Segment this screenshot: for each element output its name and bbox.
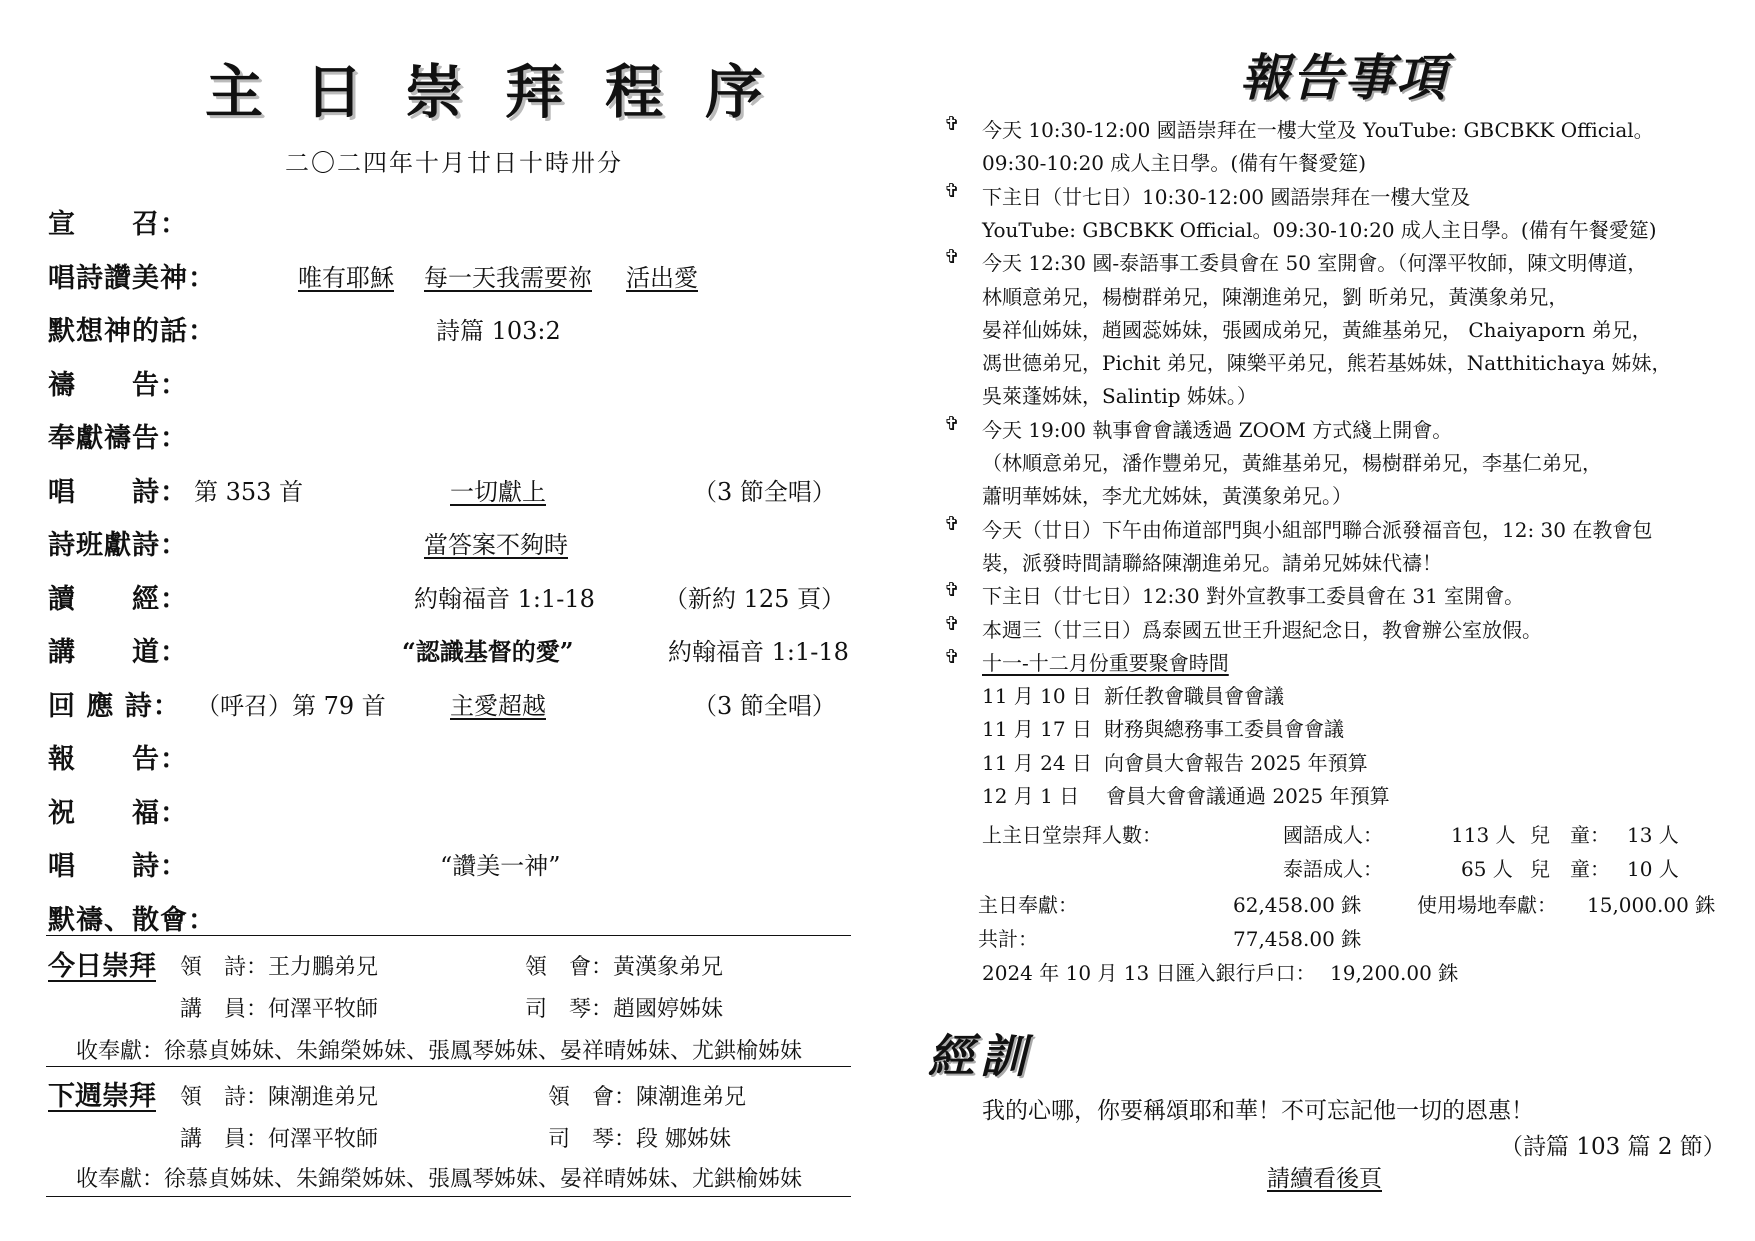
venue-offering-label: 使用場地奉獻：	[1417, 893, 1557, 917]
today-speaker: 講 員：何澤平牧師	[180, 997, 379, 1022]
program-item-main: “認識基督的愛”	[402, 637, 574, 666]
attendance-label: 上主日堂崇拜人數：	[982, 823, 1162, 847]
today-leader: 領 詩：王力鵬弟兄	[180, 955, 379, 980]
verse-text: 我的心哪，你要稱頌耶和華！不可忘記他一切的恩惠！	[982, 1098, 1534, 1124]
program-item-main: 詩篇 103:2	[436, 317, 561, 345]
program-item-note: （3 節全唱）	[693, 691, 836, 720]
next-pianist: 司 琴：段 娜姊妹	[548, 1127, 731, 1152]
program-item-label: 祝 福：	[48, 797, 188, 829]
program-item-main: 約翰福音 1:1-18	[414, 584, 595, 613]
program-item-main: 當答案不夠時	[424, 531, 568, 559]
next-worship-label: 下週崇拜	[48, 1081, 156, 1112]
announcement-line: 林順意弟兄，楊樹群弟兄，陳潮進弟兄，劉 昕弟兄，黃漢象弟兄，	[982, 284, 1569, 309]
announcement-line: 今天（廿日）下午由佈道部門與小組部門聯合派發福音包，12: 30 在教會包	[982, 517, 1653, 542]
divider	[46, 935, 851, 936]
venue-offering-value: 15,000.00 銖	[1587, 893, 1716, 917]
hymn-title: 活出愛	[626, 263, 698, 292]
program-item-detail: （呼召）第 79 首	[196, 691, 386, 720]
hymn-title: 每一天我需要祢	[424, 263, 592, 292]
hymn-title: 唯有耶穌	[298, 263, 394, 292]
cross-icon: ✞	[944, 645, 960, 668]
program-item-main: “讚美一神”	[440, 852, 561, 880]
program-item-label: 默想神的話：	[48, 316, 216, 347]
program-item-label: 奉獻禱告：	[48, 423, 188, 454]
today-worship-label: 今日崇拜	[48, 951, 156, 982]
meeting-description: 會員大會會議通過 2025 年預算	[1106, 784, 1390, 808]
meeting-date: 12 月 1 日	[982, 784, 1080, 808]
bank-note: 2024 年 10 月 13 日匯入銀行戶口：	[982, 961, 1316, 985]
meeting-description: 財務與總務事工委員會會議	[1104, 717, 1344, 742]
program-title: 主日崇拜程序	[205, 58, 806, 126]
offering-value: 62,458.00 銖	[1233, 893, 1362, 917]
announcements-title: 報告事項	[1240, 48, 1448, 107]
cross-icon: ✞	[944, 179, 960, 202]
offering-label: 主日奉獻：	[978, 893, 1078, 917]
announcement-line: 今天 12:30 國-泰語事工委員會在 50 室開會。（何澤平牧師，陳文明傳道，	[982, 251, 1648, 276]
cross-icon: ✞	[944, 512, 960, 535]
cross-icon: ✞	[944, 412, 960, 435]
total-value: 77,458.00 銖	[1233, 927, 1362, 951]
program-item-label: 唱 詩：	[48, 476, 188, 508]
announcement-line: 裝，派發時間請聯絡陳潮進弟兄。請弟兄姊妹代禱！	[982, 550, 1442, 575]
announcement-line: 吳萊蓬姊妹，Salintip 姊妹。）	[982, 384, 1257, 409]
mandarin-adult-label: 國語成人：	[1283, 823, 1383, 847]
program-item-label: 讀 經：	[48, 583, 188, 615]
thai-adult-label: 泰語成人：	[1283, 857, 1383, 881]
meeting-description: 向會員大會報告 2025 年預算	[1104, 750, 1368, 775]
child-count: 13 人	[1627, 823, 1679, 847]
announcement-line: 馮世德弟兄，Pichit 弟兄，陳樂平弟兄，熊若基姊妹，Natthitichaya 姊妹，	[982, 351, 1672, 376]
program-item-label: 唱詩讚美神：	[48, 262, 216, 294]
program-item-label: 講 道：	[48, 637, 188, 668]
bank-value: 19,200.00 銖	[1330, 961, 1459, 985]
meetings-title: 十一-十二月份重要聚會時間	[982, 650, 1229, 675]
program-item-main: 主愛超越	[450, 691, 546, 720]
meeting-date: 11 月 17 日	[982, 717, 1092, 742]
divider	[46, 1066, 851, 1067]
announcement-line: 今天 19:00 執事會會議透過 ZOOM 方式綫上開會。	[982, 417, 1453, 442]
today-pianist: 司 琴：趙國婷姊妹	[525, 997, 724, 1022]
program-item-label: 報 告：	[48, 744, 188, 775]
today-presider: 領 會：黃漢象弟兄	[525, 955, 724, 980]
meeting-date: 11 月 24 日	[982, 750, 1092, 775]
continue-note: 請續看後頁	[1267, 1166, 1382, 1192]
announcement-line: 本週三（廿三日）爲泰國五世王升遐紀念日，教會辦公室放假。	[982, 617, 1542, 642]
program-item-label: 詩班獻詩：	[48, 530, 188, 561]
child-count: 10 人	[1627, 857, 1679, 881]
announcement-line: 蕭明華姊妹，李尤尤姊妹，黃漢象弟兄。）	[982, 484, 1352, 509]
next-speaker: 講 員：何澤平牧師	[180, 1127, 379, 1152]
cross-icon: ✞	[944, 113, 960, 135]
child-label: 兒 童：	[1530, 823, 1610, 847]
program-item-note: （3 節全唱）	[693, 477, 836, 506]
program-item-label: 宣 召：	[48, 209, 188, 240]
program-item-detail: 第 353 首	[194, 477, 304, 506]
program-item-note: 約翰福音 1:1-18	[668, 638, 849, 666]
program-item-label: 唱 詩：	[48, 851, 188, 882]
next-offering: 收奉獻：徐慕貞姊妹、朱錦榮姊妹、張鳳琴姊妹、晏祥晴姊妹、尤鉷榆姊妹	[76, 1167, 803, 1192]
next-leader: 領 詩：陳潮進弟兄	[180, 1085, 379, 1110]
cross-icon: ✞	[944, 579, 960, 602]
announcement-line: （林順意弟兄，潘作豐弟兄，黃維基弟兄，楊樹群弟兄，李基仁弟兄，	[982, 451, 1602, 475]
child-label: 兒 童：	[1530, 857, 1610, 881]
cross-icon: ✞	[944, 246, 960, 269]
thai-adult-count: 65 人	[1461, 857, 1513, 881]
cross-icon: ✞	[944, 612, 960, 635]
divider	[46, 1196, 851, 1197]
program-item-note: （新約 125 頁）	[664, 584, 846, 613]
mandarin-adult-count: 113 人	[1451, 823, 1516, 847]
program-item-main: 一切獻上	[450, 477, 546, 506]
announcement-line: 下主日（廿七日）12:30 對外宣教事工委員會在 31 室開會。	[982, 584, 1525, 609]
meeting-date: 11 月 10 日	[982, 684, 1092, 709]
announcement-line: 今天 10:30-12:00 國語崇拜在一樓大堂及 YouTube: GBCBKK Official。	[982, 118, 1654, 142]
next-presider: 領 會：陳潮進弟兄	[548, 1085, 747, 1110]
total-label: 共計：	[978, 927, 1038, 951]
meeting-description: 新任教會職員會會議	[1104, 684, 1284, 709]
program-item-label: 回 應 詩：	[48, 690, 181, 722]
today-offering: 收奉獻：徐慕貞姊妹、朱錦榮姊妹、張鳳琴姊妹、晏祥晴姊妹、尤鉷榆姊妹	[76, 1039, 803, 1064]
program-date: 二〇二四年十月廿日十時卅分	[285, 149, 623, 177]
verse-title: 經訓	[928, 1029, 1032, 1083]
announcement-line: 09:30-10:20 成人主日學。(備有午餐愛筵)	[982, 151, 1366, 176]
announcement-line: YouTube: GBCBKK Official。09:30-10:20 成人主日學。(備有午餐愛筵)	[982, 217, 1657, 242]
verse-reference: （詩篇 103 篇 2 節）	[1500, 1134, 1726, 1160]
program-item-label: 禱 告：	[48, 369, 188, 401]
announcement-line: 晏祥仙姊妹，趙國蕊姊妹，張國成弟兄，黃維基弟兄， Chaiyaporn 弟兄，	[982, 317, 1652, 342]
program-item-label: 默禱、散會：	[48, 904, 216, 936]
announcement-line: 下主日（廿七日）10:30-12:00 國語崇拜在一樓大堂及	[982, 184, 1471, 209]
